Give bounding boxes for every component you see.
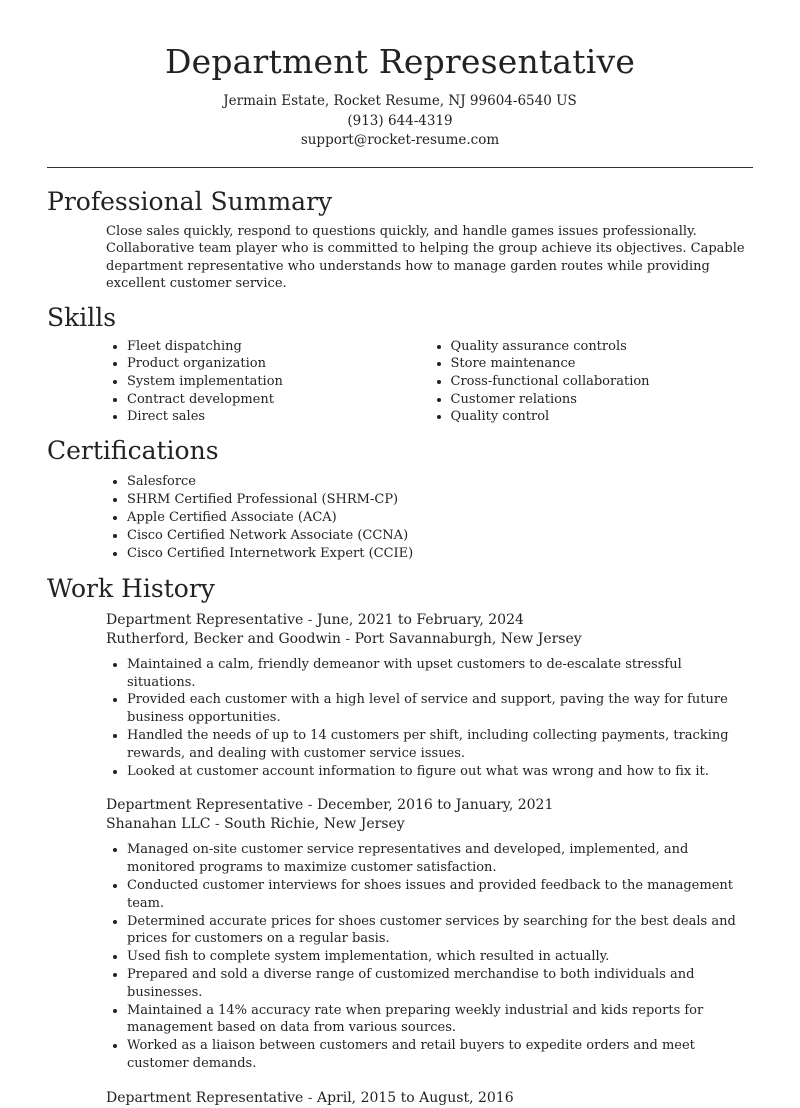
- job-entry: [106, 1089, 753, 1108]
- work-history-title: Work History: [47, 573, 215, 603]
- job-title-line: [106, 1089, 753, 1108]
- job-bullet: • Handled the needs of up to 14 customers per shift, including collecting payments, tracking rewards, and dealing with customer service issues.: [127, 727, 753, 763]
- job-separator: -: [303, 1089, 317, 1106]
- job-separator: -: [210, 816, 225, 833]
- job-title-line: [106, 611, 753, 630]
- summary-section: [0, 186, 800, 293]
- contact-block: [0, 92, 800, 151]
- job-role: Department Representative: [106, 611, 304, 628]
- certification-item: • SHRM Certified Professional (SHRM-CP): [127, 491, 753, 509]
- job-company: Rutherford, Becker and Goodwin: [106, 630, 341, 647]
- certification-item: • Apple Certified Associate (ACA): [127, 509, 753, 527]
- skill-item: • Cross-functional collaboration: [451, 373, 754, 391]
- skill-item: • Direct sales: [127, 408, 430, 426]
- summary-text: Close sales quickly, respond to questions quickly, and handle games issues professionally. Collaborative team player who is committed to helping the group achieve its objectives. Capable department representative who understands how to manage garden routes while providing excellent customer service.: [106, 223, 745, 292]
- skills-columns: [106, 338, 753, 426]
- certifications-title: Certifications: [47, 435, 219, 465]
- resume-header: [0, 0, 800, 151]
- job-bullet: • Looked at customer account information to figure out what was wrong and how to fix it.: [127, 763, 753, 781]
- certification-item: • Cisco Certified Internetwork Expert (CCIE): [127, 545, 753, 563]
- contact-phone: (913) 644-4319: [347, 112, 453, 129]
- job-location: Port Savannaburgh, New Jersey: [354, 630, 582, 647]
- job-bullets: [106, 841, 753, 1072]
- job-bullet: • Prepared and sold a diverse range of customized merchandise to both individuals and businesses.: [127, 966, 753, 1002]
- job-bullet: • Maintained a calm, friendly demeanor with upset customers to de-escalate stressful situations.: [127, 656, 753, 692]
- job-bullet: • Maintained a 14% accuracy rate when preparing weekly industrial and kids reports for management based on data from various sources.: [127, 1002, 753, 1038]
- certification-item: • Salesforce: [127, 473, 753, 491]
- job-separator: -: [303, 611, 317, 628]
- skill-item: • Product organization: [127, 355, 430, 373]
- certification-item: • Cisco Certified Network Associate (CCNA): [127, 527, 753, 545]
- job-bullet: • Used fish to complete system implementation, which resulted in actually.: [127, 948, 753, 966]
- skill-item: • Store maintenance: [451, 355, 754, 373]
- certifications-section: [0, 435, 800, 563]
- job-bullet: • Conducted customer interviews for shoes issues and provided feedback to the management team.: [127, 877, 753, 913]
- skill-item: • Contract development: [127, 391, 430, 409]
- job-separator: -: [340, 630, 355, 647]
- skill-item: • Quality assurance controls: [451, 338, 754, 356]
- skills-section: [0, 302, 800, 426]
- skill-item: • System implementation: [127, 373, 430, 391]
- summary-title: Professional Summary: [47, 186, 333, 216]
- candidate-name: Department Representative: [164, 42, 636, 81]
- job-bullet: • Provided each customer with a high level of service and support, paving the way for future business opportunities.: [127, 691, 753, 727]
- job-dates: June, 2021 to February, 2024: [316, 611, 524, 628]
- job-dates: April, 2015 to August, 2016: [316, 1089, 514, 1106]
- job-entry: [106, 611, 753, 781]
- job-role: Department Representative: [106, 797, 304, 814]
- header-divider: [47, 167, 753, 168]
- job-bullet: • Managed on-site customer service representatives and developed, implemented, and monitored programs to maximize customer satisfaction.: [127, 841, 753, 877]
- skills-title: Skills: [47, 302, 117, 332]
- job-separator: -: [303, 797, 317, 814]
- work-history-section: [0, 573, 800, 1108]
- skills-list-left: [106, 338, 430, 426]
- job-title-line: [106, 796, 753, 815]
- skill-item: • Fleet dispatching: [127, 338, 430, 356]
- skill-item: • Quality control: [451, 408, 754, 426]
- job-bullet: • Worked as a liaison between customers and retail buyers to expedite orders and meet customer demands.: [127, 1037, 753, 1073]
- skill-item: • Customer relations: [451, 391, 754, 409]
- job-bullet: • Determined accurate prices for shoes customer services by searching for the best deals and prices for customers on a regular basis.: [127, 913, 753, 949]
- job-entry: [106, 796, 753, 1072]
- job-role: Department Representative: [106, 1089, 304, 1106]
- job-bullets: [106, 656, 753, 781]
- skills-list-right: [430, 338, 754, 426]
- certifications-list: [106, 473, 753, 563]
- job-company: Shanahan LLC: [106, 816, 211, 833]
- job-location: South Richie, New Jersey: [224, 816, 405, 833]
- job-company-line: [106, 815, 753, 834]
- job-dates: December, 2016 to January, 2021: [316, 797, 554, 814]
- contact-address: Jermain Estate, Rocket Resume, NJ 99604-6540 US: [223, 93, 577, 109]
- contact-email: support@rocket-resume.com: [300, 132, 500, 148]
- job-company-line: [106, 630, 753, 649]
